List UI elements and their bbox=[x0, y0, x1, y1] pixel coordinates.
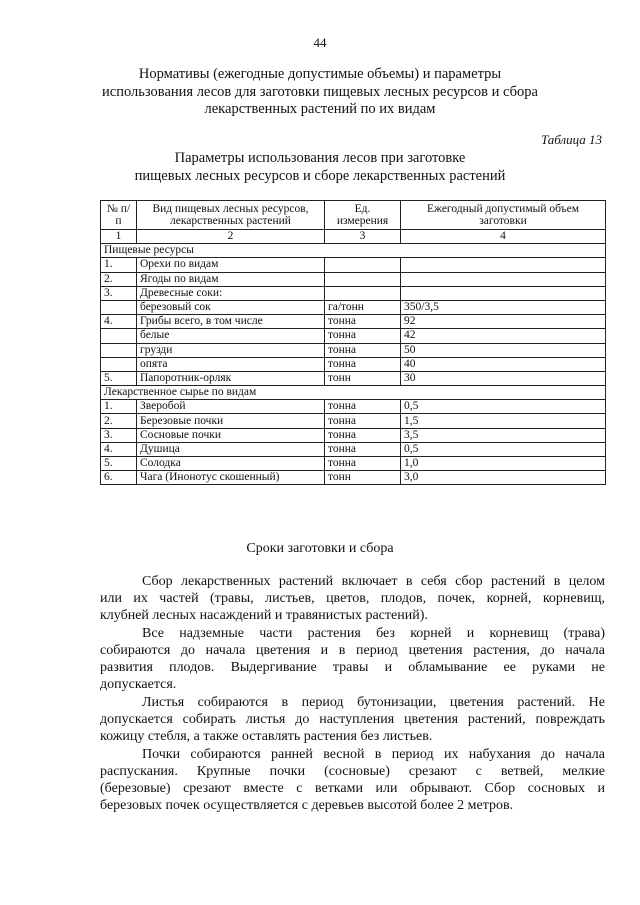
resource-name: Зверобой bbox=[137, 400, 325, 414]
row-number: 2. bbox=[101, 414, 137, 428]
row-number: 5. bbox=[101, 457, 137, 471]
row-number bbox=[101, 329, 137, 343]
volume-cell bbox=[401, 286, 606, 300]
row-number: 4. bbox=[101, 442, 137, 456]
paragraph-line: развития плодов. Выдергивание травы и обламывание ее руками не bbox=[100, 660, 605, 675]
row-number: 5. bbox=[101, 371, 137, 385]
paragraph-line: Почки собираются ранней весной в период их набухания до начала bbox=[142, 747, 605, 762]
volume-cell: 40 bbox=[401, 357, 606, 371]
paragraph-line: Листья собираются в период бутонизации, цветения растений. Не bbox=[142, 695, 605, 710]
table-header-row bbox=[101, 201, 606, 230]
table-row bbox=[101, 457, 606, 471]
resource-name: Орехи по видам bbox=[137, 258, 325, 272]
unit-cell bbox=[325, 258, 401, 272]
volume-cell: 92 bbox=[401, 315, 606, 329]
paragraph-line: допускается собирать листья до наступления цветения растений, повреждать bbox=[100, 712, 605, 727]
table-row bbox=[101, 428, 606, 442]
column-number: 3 bbox=[325, 230, 401, 244]
column-number-row bbox=[101, 230, 606, 244]
paragraph bbox=[100, 573, 605, 624]
resource-name: березовый сок bbox=[137, 300, 325, 314]
paragraph-line: (березовые) срезают вместе с ветками или обрывают. Сбор сосновых и bbox=[100, 781, 605, 796]
unit-cell: тонна bbox=[325, 343, 401, 357]
row-number: 6. bbox=[101, 471, 137, 485]
resource-name: Чага (Инонотус скошенный) bbox=[137, 471, 325, 485]
volume-cell: 3,0 bbox=[401, 471, 606, 485]
row-number bbox=[101, 343, 137, 357]
paragraph-line: допускается. bbox=[100, 677, 177, 692]
norms-table bbox=[100, 200, 606, 485]
paragraph bbox=[100, 746, 605, 814]
paragraph-line: Все надземные части растения без корней и корневищ (трава) bbox=[142, 626, 605, 641]
table-row bbox=[101, 442, 606, 456]
resource-name: белые bbox=[137, 329, 325, 343]
row-number: 3. bbox=[101, 286, 137, 300]
unit-cell: тонна bbox=[325, 428, 401, 442]
main-title-line: Нормативы (ежегодные допустимые объемы) и параметры bbox=[138, 66, 502, 82]
table-row bbox=[101, 300, 606, 314]
paragraph-line: распускания. Крупные почки (сосновые) срезают с ветвей, мелкие bbox=[100, 764, 605, 779]
table-body bbox=[101, 244, 606, 485]
row-number: 1. bbox=[101, 258, 137, 272]
resource-name: Древесные соки: bbox=[137, 286, 325, 300]
volume-cell: 0,5 bbox=[401, 442, 606, 456]
main-title bbox=[100, 66, 540, 119]
resource-name: Березовые почки bbox=[137, 414, 325, 428]
table-row bbox=[101, 315, 606, 329]
resource-name: Душица bbox=[137, 442, 325, 456]
header-unit: Ед. измерения bbox=[325, 201, 401, 230]
paragraph-line: кожицу стебля, а также оставлять растения без листьев. bbox=[100, 729, 433, 744]
paragraph bbox=[100, 625, 605, 693]
unit-cell: га/тонн bbox=[325, 300, 401, 314]
table-title-line: Параметры использования лесов при заготовке bbox=[174, 150, 466, 166]
resource-name: Ягоды по видам bbox=[137, 272, 325, 286]
column-number: 1 bbox=[101, 230, 137, 244]
resource-name: грузди bbox=[137, 343, 325, 357]
section-subtitle: Сроки заготовки и сбора bbox=[246, 541, 394, 556]
unit-cell: тонн bbox=[325, 371, 401, 385]
resource-name: Солодка bbox=[137, 457, 325, 471]
table-row bbox=[101, 414, 606, 428]
paragraph-line: или их частей (травы, листьев, цветов, плодов, почек, корней, корневищ, bbox=[100, 591, 605, 606]
table-row bbox=[101, 258, 606, 272]
table-row bbox=[101, 329, 606, 343]
table-row bbox=[101, 471, 606, 485]
row-number: 4. bbox=[101, 315, 137, 329]
page-number: 44 bbox=[313, 35, 327, 50]
table-row bbox=[101, 286, 606, 300]
unit-cell: тонна bbox=[325, 315, 401, 329]
volume-cell: 50 bbox=[401, 343, 606, 357]
row-number: 2. bbox=[101, 272, 137, 286]
paragraph-line: собираются до начала цветения и в период цветения растения, до начала bbox=[100, 643, 605, 658]
volume-cell bbox=[401, 272, 606, 286]
table-row bbox=[101, 400, 606, 414]
volume-cell: 1,5 bbox=[401, 414, 606, 428]
row-number bbox=[101, 300, 137, 314]
main-title-line: использования лесов для заготовки пищевых лесных ресурсов и сбора bbox=[102, 83, 538, 100]
unit-cell bbox=[325, 272, 401, 286]
volume-cell: 30 bbox=[401, 371, 606, 385]
section-label: Пищевые ресурсы bbox=[101, 244, 606, 258]
resource-name: Грибы всего, в том числе bbox=[137, 315, 325, 329]
resource-name: Сосновые почки bbox=[137, 428, 325, 442]
table-title bbox=[100, 150, 540, 185]
row-number bbox=[101, 357, 137, 371]
table-row bbox=[101, 371, 606, 385]
volume-cell: 3,5 bbox=[401, 428, 606, 442]
unit-cell: тонна bbox=[325, 414, 401, 428]
resource-name: опята bbox=[137, 357, 325, 371]
resource-name: Папоротник-орляк bbox=[137, 371, 325, 385]
paragraph bbox=[100, 694, 605, 745]
column-number: 4 bbox=[401, 230, 606, 244]
unit-cell: тонн bbox=[325, 471, 401, 485]
row-number: 1. bbox=[101, 400, 137, 414]
table-label: Таблица 13 bbox=[540, 132, 602, 147]
unit-cell: тонна bbox=[325, 329, 401, 343]
volume-cell: 350/3,5 bbox=[401, 300, 606, 314]
row-number: 3. bbox=[101, 428, 137, 442]
table-row bbox=[101, 343, 606, 357]
main-title-line: лекарственных растений по их видам bbox=[204, 101, 436, 117]
section-label: Лекарственное сырье по видам bbox=[101, 386, 606, 400]
unit-cell: тонна bbox=[325, 357, 401, 371]
paragraph-line: березовых почек осуществляется с деревьев высотой более 2 метров. bbox=[100, 798, 514, 813]
header-number: № п/п bbox=[101, 201, 137, 230]
unit-cell: тонна bbox=[325, 400, 401, 414]
unit-cell: тонна bbox=[325, 442, 401, 456]
header-resource-type: Вид пищевых лесных ресурсов, лекарственных растений bbox=[137, 201, 325, 230]
volume-cell: 42 bbox=[401, 329, 606, 343]
volume-cell bbox=[401, 258, 606, 272]
paragraph-line: Сбор лекарственных растений включает в себя сбор растений в целом bbox=[142, 574, 605, 589]
table-row bbox=[101, 357, 606, 371]
table-row bbox=[101, 272, 606, 286]
column-number: 2 bbox=[137, 230, 325, 244]
table-title-line: пищевых лесных ресурсов и сборе лекарственных растений bbox=[134, 167, 506, 184]
volume-cell: 1,0 bbox=[401, 457, 606, 471]
table-section-row bbox=[101, 244, 606, 258]
header-annual-volume: Ежегодный допустимый объем заготовки bbox=[401, 201, 606, 230]
table-section-row bbox=[101, 386, 606, 400]
paragraph-line: клубней лесных насаждений и травянистых растений). bbox=[100, 608, 428, 623]
unit-cell bbox=[325, 286, 401, 300]
unit-cell: тонна bbox=[325, 457, 401, 471]
volume-cell: 0,5 bbox=[401, 400, 606, 414]
